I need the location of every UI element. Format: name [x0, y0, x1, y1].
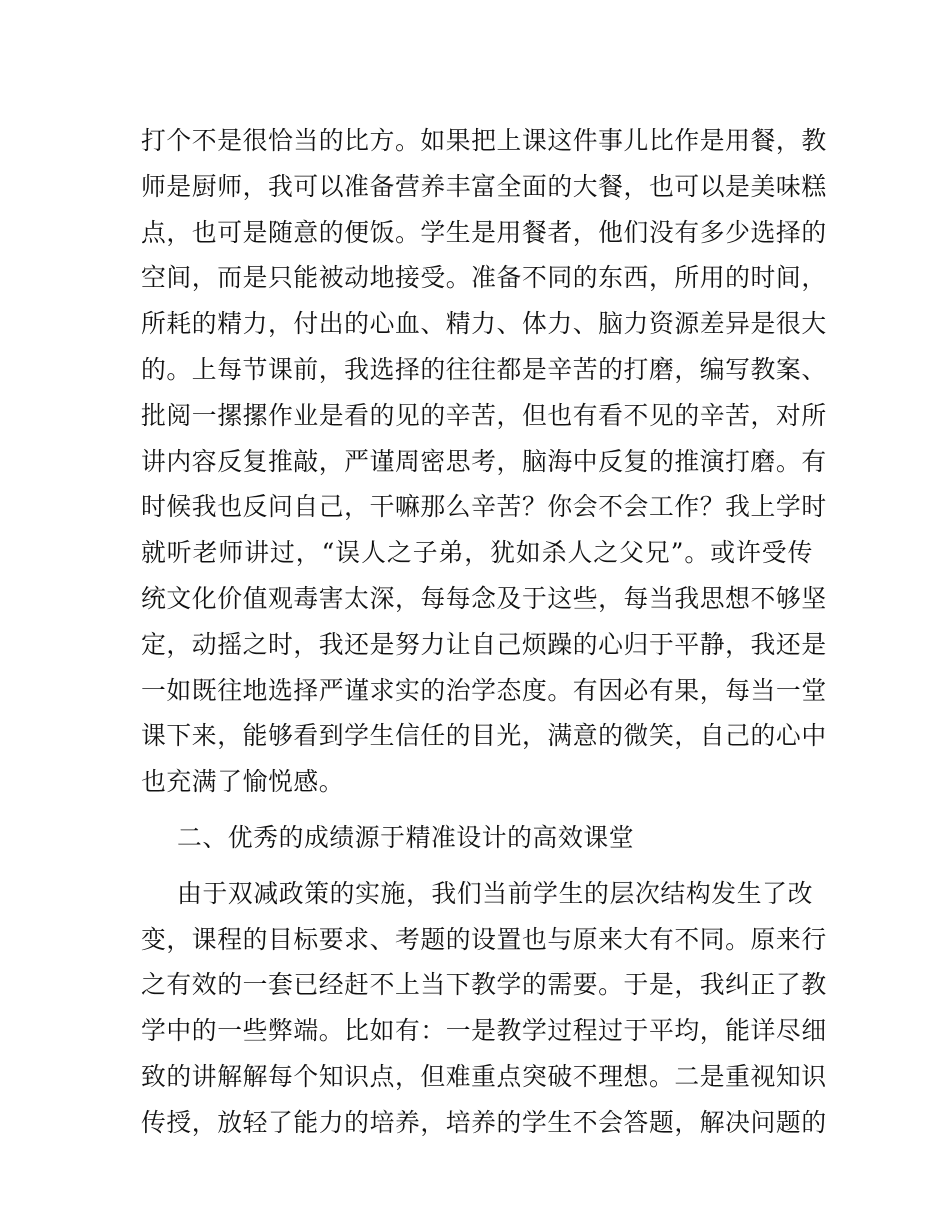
text-line: 致的讲解解每个知识点，但难重点突破不理想。二是重视知识: [141, 1061, 827, 1091]
text-line: 时候我也反问自己，干嘛那么辛苦？你会不会工作？我上学时: [141, 492, 827, 522]
text-line: 也充满了愉悦感。: [141, 767, 345, 797]
text-line: 变，课程的目标要求、考题的设置也与原来大有不同。原来行: [141, 924, 827, 954]
text-line: 师是厨师，我可以准备营养丰富全面的大餐，也可以是美味糕: [141, 171, 827, 201]
text-line: 学中的一些弊端。比如有：一是教学过程过于平均，能详尽细: [141, 1016, 827, 1046]
section-heading: 二、优秀的成绩源于精准设计的高效课堂: [177, 822, 635, 852]
text-line: 的。上每节课前，我选择的往往都是辛苦的打磨，编写教案、: [141, 354, 827, 384]
text-line: 由于双减政策的实施，我们当前学生的层次结构发生了改: [177, 878, 813, 908]
text-line: 传授，放轻了能力的培养，培养的学生不会答题，解决问题的: [141, 1107, 827, 1137]
text-line: 之有效的一套已经赶不上当下教学的需要。于是，我纠正了教: [141, 970, 827, 1000]
text-line: 点，也可是随意的便饭。学生是用餐者，他们没有多少选择的: [141, 217, 827, 247]
document-body: [141, 118, 827, 1146]
text-line: 打个不是很恰当的比方。如果把上课这件事儿比作是用餐，教: [141, 126, 827, 155]
text-line: 统文化价值观毒害太深，每每念及于这些，每当我思想不够坚: [141, 583, 827, 613]
text-line: 空间，而是只能被动地接受。准备不同的东西，所用的时间，: [141, 263, 827, 293]
text-line: 批阅一摞摞作业是看的见的辛苦，但也有看不见的辛苦，对所: [141, 400, 827, 430]
text-line: 所耗的精力，付出的心血、精力、体力、脑力资源差异是很大: [141, 309, 827, 339]
text-line: 课下来，能够看到学生信任的目光，满意的微笑，自己的心中: [141, 721, 827, 751]
text-line: 就听老师讲过，“误人之子弟，犹如杀人之父兄”。或许受传: [141, 538, 813, 568]
text-line: 定，动摇之时，我还是努力让自己烦躁的心归于平静，我还是: [141, 629, 827, 659]
paragraph-1: [141, 118, 827, 805]
paragraph-2: [141, 871, 827, 1146]
text-line: 一如既往地选择严谨求实的治学态度。有因必有果，每当一堂: [141, 675, 827, 705]
text-line: 讲内容反复推敲，严谨周密思考，脑海中反复的推演打磨。有: [141, 446, 827, 476]
